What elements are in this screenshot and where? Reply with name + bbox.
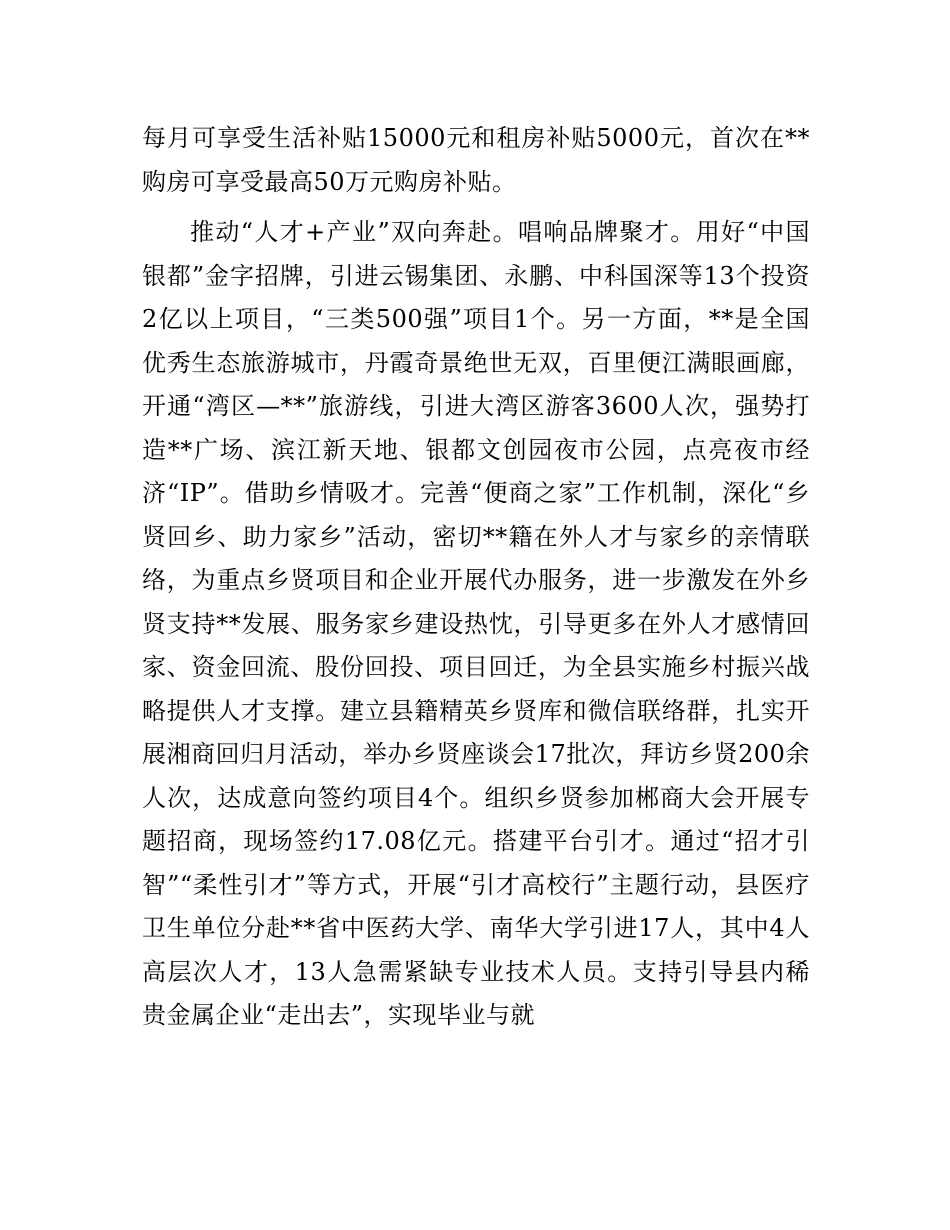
paragraph-continuation: 每月可享受生活补贴15000元和租房补贴5000元，首次在**购房可享受最高50万元购房补贴。 [142, 124, 810, 196]
paragraph-talent-industry: 推动“人才+产业”双向奔赴。唱响品牌聚才。用好“中国银都”金字招牌，引进云锡集团、永鹏、中科国深等13个投资2亿以上项目，“三类500强”项目1个。另一方面，**是全国优秀生态旅游城市，丹霞奇景绝世无双，百里便江满眼画廊，开通“湾区—**”旅游线，引进大湾区游客3600人次，强势打造**广场、滨江新天地、银都文创园夜市公园，点亮夜市经济“IP”。借助乡情吸才。完善“便商之家”工作机制，深化“乡贤回乡、助力家乡”活动，密切**籍在外人才与家乡的亲情联络，为重点乡贤项目和企业开展代办服务，进一步激发在外乡贤支持**发展、服务家乡建设热忱，引导更多在外人才感情回家、资金回流、股份回投、项目回迁，为全县实施乡村振兴战略提供人才支撑。建立县籍精英乡贤库和微信联络群，扎实开展湘商回归月活动，举办乡贤座谈会17批次，拜访乡贤200余人次，达成意向签约项目4个。组织乡贤参加郴商大会开展专题招商，现场签约17.08亿元。搭建平台引才。通过“招才引智”“柔性引才”等方式，开展“引才高校行”主题行动，县医疗卫生单位分赴**省中医药大学、南华大学引进17人，其中4人高层次人才，13人急需紧缺专业技术人员。支持引导县内稀贵金属企业“走出去”，实现毕业与就 [142, 218, 810, 1029]
